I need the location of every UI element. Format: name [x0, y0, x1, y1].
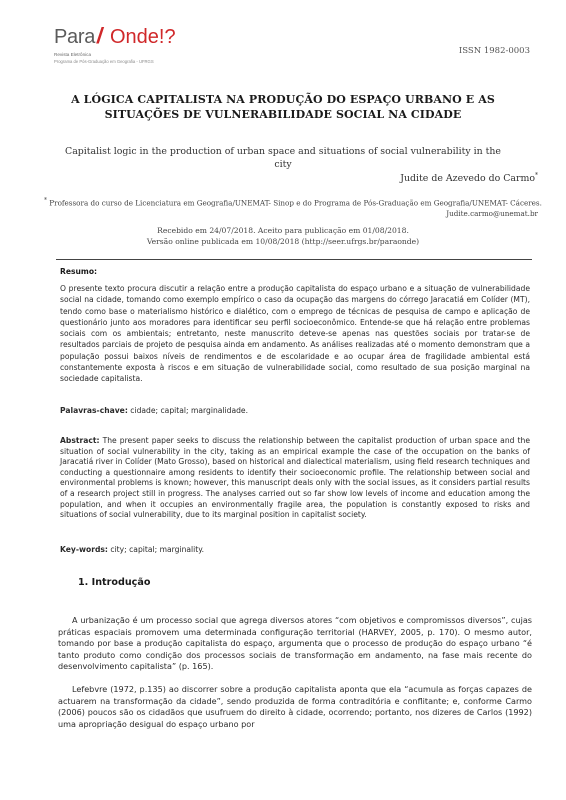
- resumo-heading: Resumo:: [60, 267, 98, 276]
- title-line-1: A LÓGICA CAPITALISTA NA PRODUÇÃO DO ESPAÇO URBANO E AS: [71, 93, 495, 106]
- paragraph-1: A urbanização é um processo social que agrega diversos atores “com objetivos e compromissos diversos”, cujas práticas espaciais promovem uma determinada configuração territorial (HARVEY, 2005, p. 170). O mesmo autor, tomando por base a produção capitalista do espaço, argumenta que o processo de produção do espaço urbano “é tanto produto como condição dos processos sociais de transformação em andamento, na fase mais recente do desenvolvimento capitalista” (p. 165).: [58, 615, 532, 672]
- affiliation-mark: *: [44, 197, 47, 204]
- abstract: [60, 436, 530, 521]
- affiliation-text: Professora do curso de Licenciatura em Geografia/UNEMAT- Sinop e do Programa de Pós-Graduação em Geografia/UNEMAT- Cáceres.: [49, 198, 542, 208]
- author: [400, 172, 538, 184]
- keywords-values: city; capital; marginality.: [107, 545, 205, 554]
- paragraph-2: Lefebvre (1972, p.135) ao discorrer sobre a produção capitalista aponta que ela “acumula as forças capazes de actuarem na transformação da cidade”, sendo produzida de forma contraditória e conflitante; e, conforme Carmo (2006) poucos são os cidadãos que usufruem do direito à cidade, ocorrendo; portanto, nos dizeres de Carlos (1992) uma apropriação desigual do espaço urbano por: [58, 684, 532, 729]
- author-footnote-mark: *: [535, 172, 538, 179]
- resumo-text: O presente texto procura discutir a relação entre a produção capitalista do espaço urbano e a situação de vulnerabilidade social na cidade, tomando como exemplo empírico o caso da ocupação das margens do córrego Jaracatiá em Colíder (MT), tendo como base o materialismo histórico e dialético, com o emprego de técnicas de pesquisa de campo e aplicação de questionário junto aos moradores para identificar seu perfil socioeconômico. Entende-se que há relação entre problemas sociais com os ambientais; entretanto, neste manuscrito deteve-se apenas nas questões sociais por tratar-se de resultados parciais de projeto de pesquisa ainda em andamento. As análises realizadas até o momento demonstram que a população possui baixos níveis de rendimentos e de escolaridade e ao ocupar área de fragilidade ambiental está constantemente exposta à riscos e em situação de vulnerabilidade social, como resultado de sua posição marginal na sociedade capitalista.: [60, 284, 530, 384]
- publication-dates: [0, 225, 566, 247]
- palavras-chave-values: cidade; capital; marginalidade.: [127, 406, 249, 415]
- keywords-label: Key-words:: [60, 545, 108, 554]
- section-heading-introducao: 1. Introdução: [78, 577, 151, 588]
- abstract-label: Abstract:: [60, 436, 100, 445]
- journal-logo: [54, 24, 204, 68]
- issn: ISSN 1982-0003: [458, 46, 530, 56]
- keywords: [60, 545, 530, 554]
- abstract-text: The present paper seeks to discuss the relationship between the capitalist production of urban space and the situation of social vulnerability in the city, taking as an empirical example the case of the occupation on the banks of Jaracatiá river in Colíder (Mato Grosso), based on historical and dialectical materialism, using field research techniques and conducting a questionnaire among residents to identify their socioeconomic profile. The relationship between social and environmental problems is known; however, this manuscript deals only with the social issues, as it considers partial results of a research project still in progress. The analyses carried out so far show low levels of income and education among the population, and when it occupies an environmentally fragile area, the population is constantly exposed to risks and situations of social vulnerability, due to its marginal position in capitalist society.: [60, 436, 530, 520]
- logo-subtitle: Revista Eletrônica: [54, 52, 92, 57]
- palavras-chave: [60, 406, 530, 415]
- article-title: [40, 92, 526, 122]
- author-name: Judite de Azevedo do Carmo: [400, 173, 535, 185]
- logo-program: Programa de Pós-Graduação em Geografia - UFRGS: [54, 59, 154, 64]
- logo-slash: /: [95, 23, 105, 48]
- palavras-chave-label: Palavras-chave:: [60, 406, 128, 415]
- received-date: Recebido em 24/07/2018. Aceito para publicação em 01/08/2018.: [157, 226, 409, 235]
- author-email[interactable]: Judite.carmo@unemat.br: [446, 208, 538, 218]
- affiliation: [44, 196, 542, 219]
- title-line-2: SITUAÇÕES DE VULNERABILIDADE SOCIAL NA CIDADE: [104, 108, 462, 121]
- online-date: Versão online publicada em 10/08/2018 (http://seer.ufrgs.br/paraonde): [146, 237, 420, 246]
- logo-onde-text: Onde!?: [110, 26, 176, 48]
- divider: [56, 259, 532, 260]
- article-title-english: Capitalist logic in the production of urban space and situations of social vulnerability in the city: [65, 146, 501, 170]
- logo-para-text: Para: [54, 26, 96, 48]
